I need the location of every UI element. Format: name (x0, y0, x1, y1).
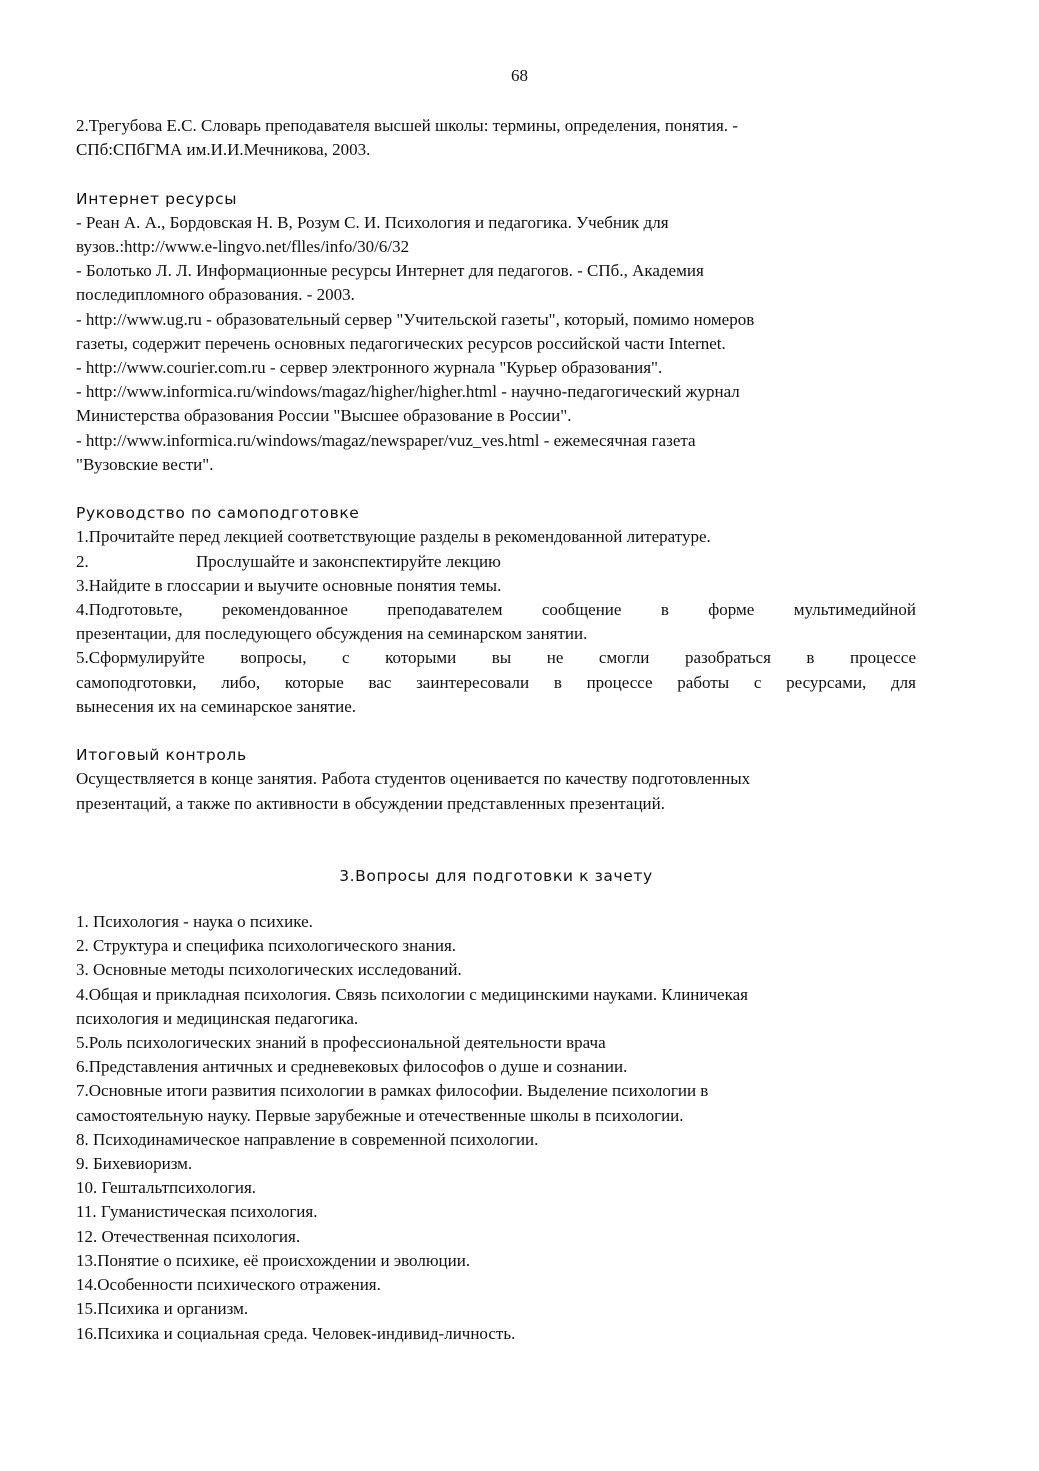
question-line: 14.Особенности психического отражения. (76, 1275, 381, 1295)
resource-line: Министерства образования России "Высшее образование в России". (76, 406, 572, 426)
question-line: 9. Бихевиоризм. (76, 1154, 193, 1174)
question-line: 15.Психика и организм. (76, 1299, 249, 1319)
resource-line: "Вузовские вести". (76, 454, 214, 474)
reference-line: 2.Трегубова Е.С. Словарь преподавателя высшей школы: термины, определения, понятия. - (76, 116, 738, 135)
self-study-item (76, 550, 916, 574)
resource-line: - http://www.informica.ru/windows/magaz/higher/higher.html - научно-педагогический журнал (76, 382, 740, 402)
question-line: психология и медицинская педагогика. (76, 1008, 359, 1028)
resource-line: - http://www.informica.ru/windows/magaz/newspaper/vuz_ves.html - ежемесячная газета (76, 430, 696, 450)
question-line: 7.Основные итоги развития психологии в рамках философии. Выделение психологии в (76, 1081, 709, 1101)
self-study-item: 4.Подготовьте, рекомендованное преподавателем сообщение в форме мультимедийной (76, 600, 916, 620)
question-line: 3. Основные методы психологических исследований. (76, 960, 462, 980)
resource-line: вузов.:http://www.e-lingvo.net/flles/info/30/6/32 (76, 237, 410, 256)
page-number: 68 (511, 66, 528, 85)
self-study-heading: Руководство по самоподготовке (76, 504, 360, 523)
question-line: 2. Структура и специфика психологического знания. (76, 936, 457, 956)
self-study-item-continuation: вынесения их на семинарское занятие. (76, 696, 357, 716)
questions-section (76, 864, 916, 1346)
self-study-item-continuation: самоподготовки, либо, которые вас заинтересовали в процессе работы с ресурсами, для (76, 672, 916, 692)
self-study-item: 1.Прочитайте перед лекцией соответствующие разделы в рекомендованной литературе. (76, 527, 711, 547)
resource-line: - http://www.courier.com.ru - сервер электронного журнала "Курьер образования". (76, 358, 663, 378)
internet-resources-section (76, 187, 916, 477)
question-line: 1. Психология - наука о психике. (76, 912, 313, 932)
questions-heading: 3.Вопросы для подготовки к зачету (339, 866, 653, 885)
internet-resources-heading: Интернет ресурсы (76, 189, 238, 208)
resource-line: последипломного образования. - 2003. (76, 285, 355, 305)
question-line: 11. Гуманистическая психология. (76, 1202, 318, 1222)
final-control-text: презентаций, а также по активности в обсуждении представленных презентаций. (76, 793, 665, 813)
reference-line: СПб:СПбГМА им.И.И.Мечникова, 2003. (76, 140, 371, 160)
item-number: 2. (76, 551, 89, 571)
resource-line: - Реан А. А., Бордовская Н. В, Розум С. И. Психология и педагогика. Учебник для (76, 212, 669, 232)
question-line: 5.Роль психологических знаний в профессиональной деятельности врача (76, 1033, 606, 1053)
self-study-item-continuation: презентации, для последующего обсуждения на семинарском занятии. (76, 624, 588, 644)
question-line: 4.Общая и прикладная психология. Связь психологии с медицинскими науками. Клиничекая (76, 984, 748, 1004)
reference-section (76, 114, 916, 162)
self-study-item: 3.Найдите в глоссарии и выучите основные понятия темы. (76, 575, 502, 595)
document-body (76, 114, 916, 1346)
question-line: 6.Представления античных и средневековых философов о душе и сознании. (76, 1057, 628, 1077)
question-line: 8. Психодинамическое направление в современной психологии. (76, 1129, 539, 1149)
final-control-text: Осуществляется в конце занятия. Работа студентов оценивается по качеству подготовленных (76, 769, 751, 789)
question-line: 13.Понятие о психике, её происхождении и эволюции. (76, 1250, 471, 1270)
resource-line: - http://www.ug.ru - образовательный сервер "Учительской газеты", который, помимо номеров (76, 309, 755, 329)
resource-line: газеты, содержит перечень основных педагогических ресурсов российской части Internet. (76, 333, 726, 353)
final-control-section (76, 743, 916, 816)
item-text: Прослушайте и законспектируйте лекцию (196, 551, 501, 571)
self-study-section (76, 501, 916, 719)
question-line: самостоятельную науку. Первые зарубежные и отечественные школы в психологии. (76, 1105, 684, 1125)
question-line: 10. Гештальтпсихология. (76, 1178, 257, 1198)
self-study-item: 5.Сформулируйте вопросы, с которыми вы не смогли разобраться в процессе (76, 648, 916, 668)
question-line: 12. Отечественная психология. (76, 1226, 301, 1246)
final-control-heading: Итоговый контроль (76, 746, 247, 765)
question-line: 16.Психика и социальная среда. Человек-индивид-личность. (76, 1323, 516, 1343)
resource-line: - Болотько Л. Л. Информационные ресурсы Интернет для педагогов. - СПб., Академия (76, 261, 704, 281)
